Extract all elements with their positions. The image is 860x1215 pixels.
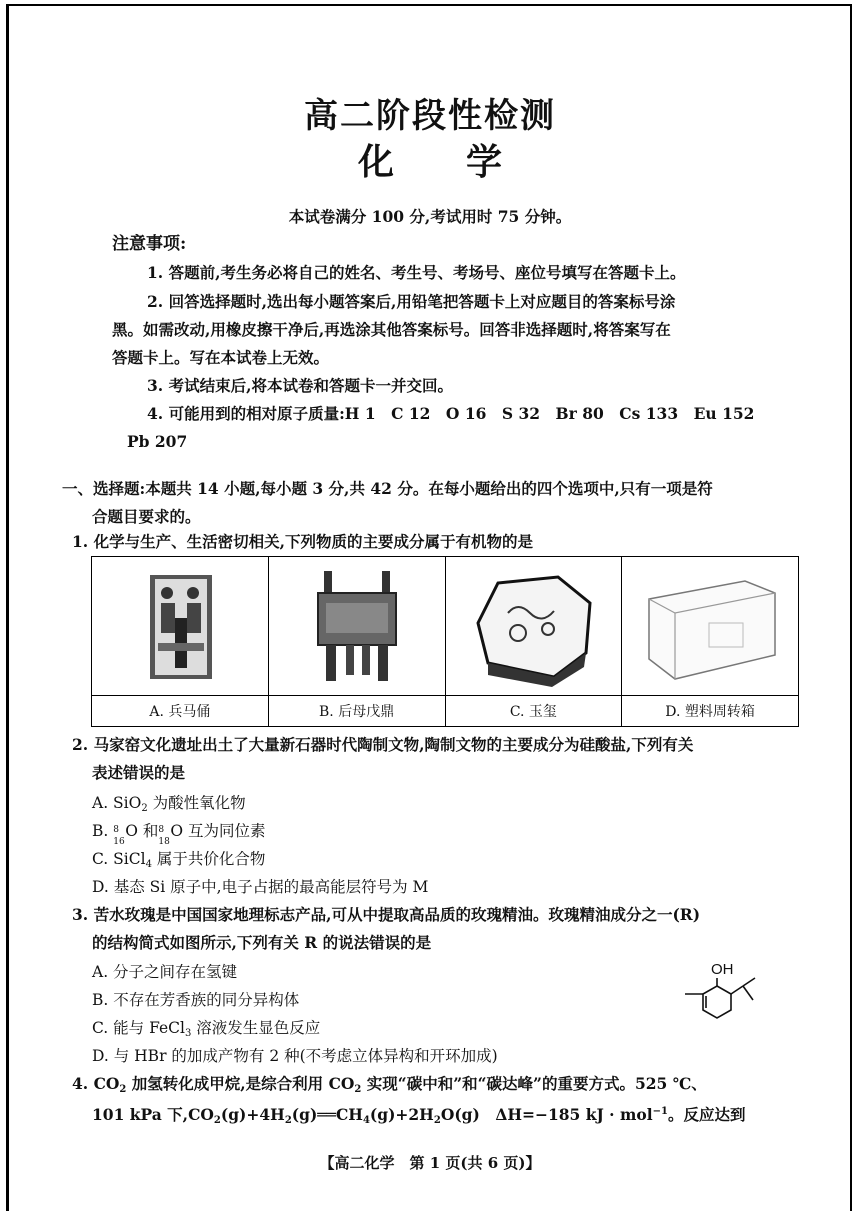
q1-option-d: D. 塑料周转箱 bbox=[622, 696, 799, 727]
q4-line-1: 4. $CO_2$ 加氢转化成甲烷,是综合利用 $CO_2$ 实现“碳中和”和“碳达峰”的重要方式。525 ℃、 bbox=[72, 1074, 707, 1095]
q2-option-d: D. 基态 Si 原子中,电子占据的最高能层符号为 M bbox=[92, 878, 429, 896]
q3-stem-1: 3. 苦水玫瑰是中国国家地理标志产品,可从中提取高品质的玫瑰精油。玫瑰精油成分之一(R) bbox=[72, 905, 701, 924]
terracotta-warriors-image bbox=[105, 563, 255, 689]
exam-info: 本试卷满分 100 分,考试用时 75 分钟。 bbox=[288, 207, 572, 226]
q3-option-c: C. 能与 FeCl$_3$ 溶液发生显色反应 bbox=[92, 1019, 321, 1039]
q1-option-b: B. 后母戊鼎 bbox=[268, 696, 445, 727]
q1-image-table bbox=[91, 556, 799, 727]
q2-option-c: C. SiCl$_4$ 属于共价化合物 bbox=[92, 850, 266, 870]
q3-option-a: A. 分子之间存在氢键 bbox=[92, 963, 238, 981]
subject-title: 化 学 bbox=[357, 141, 502, 183]
note-2a: 2. 回答选择题时,选出每小题答案后,用铅笔把答题卡上对应题目的答案标号涂 bbox=[147, 292, 676, 311]
note-2c: 答题卡上。写在本试卷上无效。 bbox=[112, 348, 330, 367]
note-1: 1. 答题前,考生务必将自己的姓名、考生号、考场号、座位号填写在答题卡上。 bbox=[147, 263, 686, 282]
q2-stem-1: 2. 马家窑文化遗址出土了大量新石器时代陶制文物,陶制文物的主要成分为硅酸盐,下列有关 bbox=[72, 735, 694, 754]
q2-option-a: A. SiO$_2$ 为酸性氧化物 bbox=[92, 794, 246, 814]
q1-image-a bbox=[92, 557, 269, 696]
q4-line-2: 101 kPa 下$,CO_2(g)+4H_2(g)══CH_4(g)+2H_2O(g)$ ΔH=−185 kJ · mol$^{-1}$。反应达到 bbox=[92, 1105, 746, 1126]
section1-header: 一、选择题:本题共 14 小题,每小题 3 分,共 42 分。在每小题给出的四个选项中,只有一项是符 bbox=[62, 479, 713, 498]
note-4a: 4. 可能用到的相对原子质量:H 1 C 12 O 16 S 32 Br 80 Cs 133 Eu 152 bbox=[147, 404, 755, 423]
section1-header-cont: 合题目要求的。 bbox=[92, 507, 201, 526]
q3-stem-2: 的结构简式如图所示,下列有关 R 的说法错误的是 bbox=[92, 933, 432, 952]
q1-option-c: C. 玉玺 bbox=[445, 696, 622, 727]
q3-option-b: B. 不存在芳香族的同分异构体 bbox=[92, 991, 300, 1009]
q3-option-d: D. 与 HBr 的加成产物有 2 种(不考虑立体异构和开环加成) bbox=[92, 1047, 498, 1065]
notes-heading: 注意事项: bbox=[112, 234, 187, 254]
bronze-ding-image bbox=[282, 563, 432, 689]
hydroxyl-label: OH bbox=[711, 961, 734, 978]
q1-image-b bbox=[268, 557, 445, 696]
note-3: 3. 考试结束后,将本试卷和答题卡一并交回。 bbox=[147, 376, 453, 395]
q1-option-a: A. 兵马俑 bbox=[92, 696, 269, 727]
q1-stem: 1. 化学与生产、生活密切相关,下列物质的主要成分属于有机物的是 bbox=[72, 532, 533, 551]
q2-option-b: B. 8 16 O 和 8 18 O 互为同位素 bbox=[92, 822, 266, 847]
note-2b: 黑。如需改动,用橡皮擦干净后,再选涂其他答案标号。回答非选择题时,将答案写在 bbox=[112, 320, 671, 339]
q1-image-c bbox=[445, 557, 622, 696]
page-footer: 【高二化学 第 1 页(共 6 页)】 bbox=[319, 1154, 541, 1172]
plastic-box-image bbox=[635, 563, 785, 689]
q1-image-d bbox=[622, 557, 799, 696]
jade-seal-image bbox=[458, 563, 608, 689]
exam-title: 高二阶段性检测 bbox=[304, 96, 556, 136]
q2-stem-2: 表述错误的是 bbox=[92, 763, 186, 782]
terpineol-structure-diagram bbox=[655, 958, 765, 1022]
note-4b: Pb 207 bbox=[127, 432, 188, 451]
